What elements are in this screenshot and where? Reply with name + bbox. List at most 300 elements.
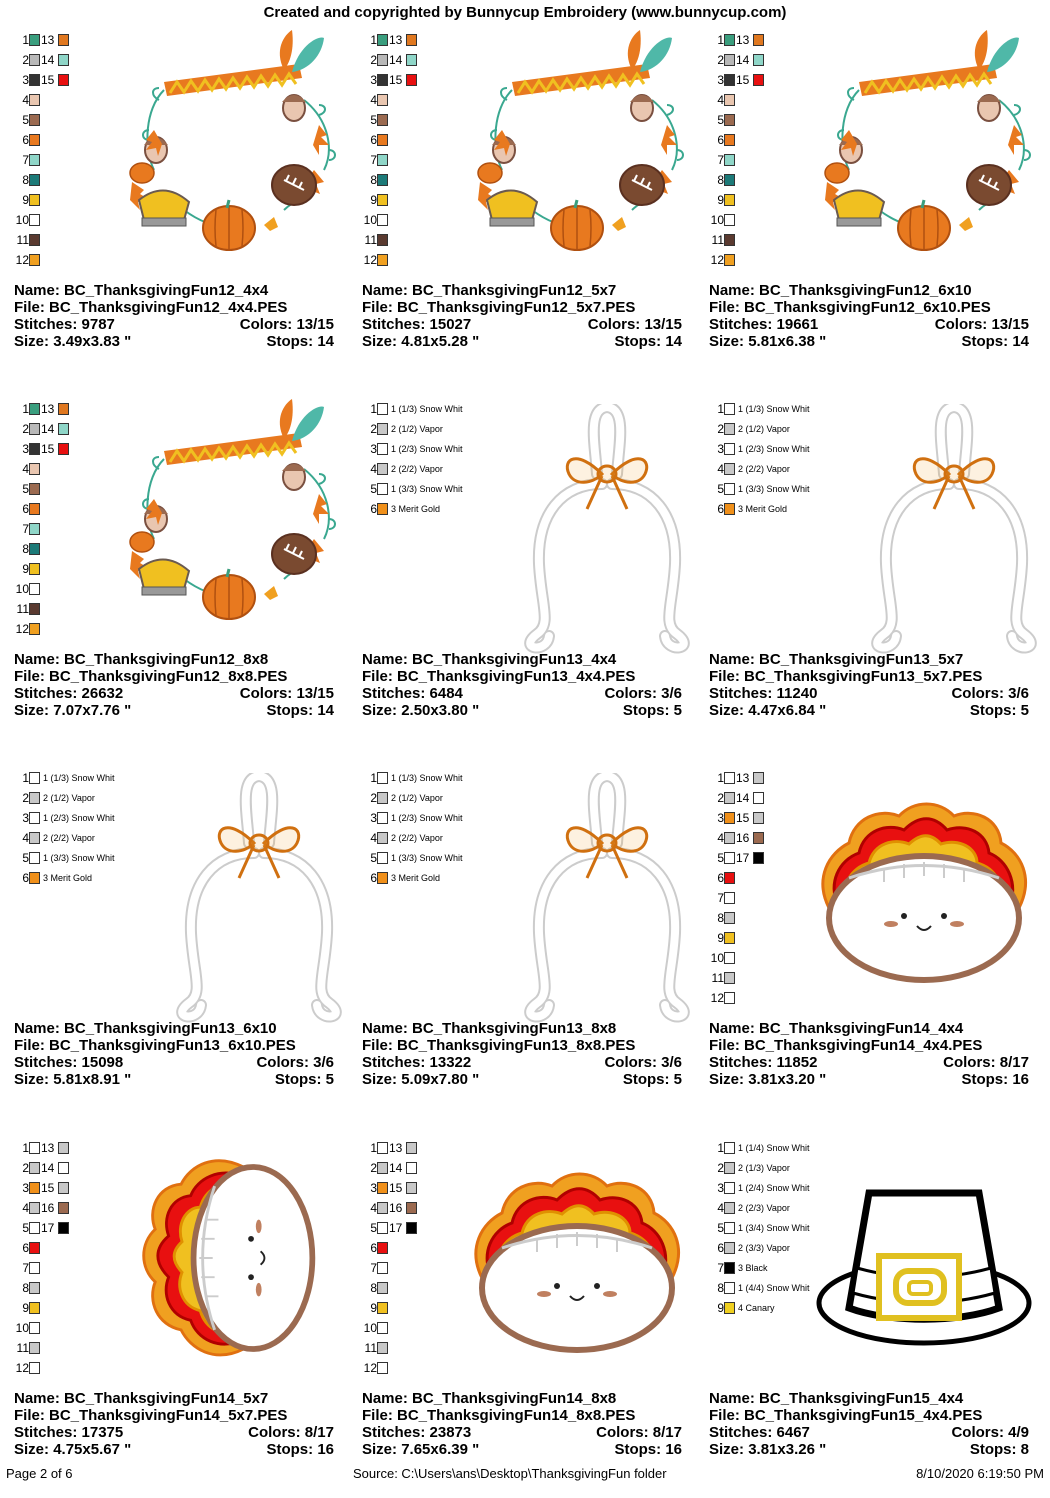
palette-row [709,908,764,928]
color-count: 13/15 [296,316,334,333]
color-swatch [29,523,40,535]
design-info [14,282,334,350]
stops-label: Stops: [266,333,314,350]
color-number: 11 [364,233,377,247]
palette-row [362,250,417,270]
design-preview [462,1168,692,1363]
color-number: 16 [41,1201,55,1215]
palette-row [709,30,764,50]
color-number: 2 [22,422,29,436]
stitches-label: Stitches: [709,316,773,333]
color-number: 1 [370,1141,377,1155]
color-number: 1 [717,33,724,47]
design-file: BC_ThanksgivingFun12_4x4.PES [49,299,288,316]
palette-row [14,130,69,150]
color-swatch [29,1202,40,1214]
stitches-label: Stitches: [14,685,78,702]
color-swatch [29,832,40,844]
color-palette [14,1138,69,1378]
color-number: 2 [370,422,377,436]
thread-name: 1 (3/3) Snow Whit [43,853,115,863]
color-number: 16 [389,1201,403,1215]
color-swatch [29,463,40,475]
color-number: 5 [717,1221,724,1235]
color-swatch [724,254,735,266]
stitches-line [362,1054,682,1071]
color-number: 3 [22,811,29,825]
palette-row [362,1298,417,1318]
color-swatch [724,812,735,824]
color-swatch [753,34,764,46]
thread-name: 3 Black [738,1263,768,1273]
color-palette [362,399,463,519]
color-swatch [724,1202,735,1214]
thread-name: 1 (1/3) Snow Whit [738,404,810,414]
color-number: 11 [16,1341,29,1355]
color-swatch [377,1182,388,1194]
design-cell [362,1138,692,1498]
file-label: File: [709,1037,740,1054]
design-name: BC_ThanksgivingFun13_8x8 [412,1020,617,1037]
color-number: 14 [41,53,55,67]
color-number: 14 [41,422,55,436]
color-number: 4 [717,831,724,845]
color-swatch [724,972,735,984]
thread-name: 1 (3/3) Snow Whit [391,853,463,863]
color-swatch [377,1142,388,1154]
color-number: 7 [370,1261,377,1275]
color-swatch [29,423,40,435]
palette-row [709,1138,810,1158]
palette-row [14,1278,69,1298]
color-swatch [377,772,388,784]
color-count: 8/17 [304,1424,334,1441]
color-swatch [29,403,40,415]
file-line [362,668,682,685]
design-preview [472,30,702,265]
stitches-line [709,1054,1029,1071]
color-number: 11 [711,233,724,247]
thread-name: 3 Merit Gold [43,873,93,883]
color-swatch [58,1142,69,1154]
palette-row [14,150,69,170]
palette-row [709,1278,810,1298]
color-swatch [724,1222,735,1234]
colors-label: Colors: [934,316,988,333]
palette-row [14,559,69,579]
file-label: File: [362,299,393,316]
color-number: 4 [22,831,29,845]
design-cell [14,399,344,759]
thread-name: 2 (1/3) Vapor [738,1163,790,1173]
thread-name: 1 (1/3) Snow Whit [391,773,463,783]
stitches-label: Stitches: [709,1054,773,1071]
palette-row [709,459,810,479]
color-number: 9 [717,931,724,945]
size-label: Size: [14,702,50,719]
thread-name: 3 Merit Gold [738,504,788,514]
color-number: 2 [22,1161,29,1175]
design-file: BC_ThanksgivingFun15_4x4.PES [744,1407,983,1424]
palette-row [709,788,764,808]
colors-label: Colors: [951,1424,1004,1441]
color-swatch [29,154,40,166]
color-count: 13/15 [991,316,1029,333]
name-line [362,1020,682,1037]
palette-row [709,479,810,499]
design-cell [709,768,1039,1128]
size-line [362,1441,682,1458]
palette-row [709,170,764,190]
name-label: Name: [709,1020,755,1037]
palette-row [14,190,69,210]
design-preview [124,399,354,634]
color-swatch [753,74,764,86]
color-number: 1 [22,402,29,416]
palette-row [14,30,69,50]
color-number: 11 [711,971,724,985]
color-number: 14 [736,791,750,805]
stitch-count: 11240 [776,685,818,702]
stitch-count: 9787 [81,316,115,333]
name-label: Name: [14,282,60,299]
color-number: 1 [717,771,724,785]
size-label: Size: [709,333,745,350]
file-line [14,299,334,316]
design-cell [14,768,344,1128]
color-number: 3 [717,442,724,456]
palette-row [362,1278,417,1298]
palette-row [362,1318,417,1338]
color-swatch [377,872,388,884]
color-swatch [724,952,735,964]
color-swatch [29,563,40,575]
thread-name: 1 (3/3) Snow Whit [391,484,463,494]
color-swatch [724,892,735,904]
color-swatch [29,872,40,884]
thread-name: 2 (2/2) Vapor [738,464,790,474]
color-number: 4 [717,93,724,107]
color-swatch [29,1182,40,1194]
color-swatch [724,154,735,166]
color-number: 1 [370,33,377,47]
design-preview [854,404,1050,669]
color-swatch [29,603,40,615]
design-cell [14,1138,344,1498]
stop-count: 16 [1012,1071,1029,1088]
palette-row [709,1258,810,1278]
color-number: 10 [15,213,29,227]
color-swatch [29,174,40,186]
color-number: 12 [710,253,724,267]
color-number: 6 [22,502,29,516]
size-line [362,333,682,350]
color-swatch [58,443,69,455]
colors-label: Colors: [951,685,1004,702]
colors-label: Colors: [943,1054,996,1071]
design-info [362,1020,682,1088]
color-number: 6 [22,871,29,885]
stitch-count: 17375 [81,1424,124,1441]
color-palette [709,1138,810,1318]
stops-label: Stops: [969,1441,1017,1458]
design-preview [819,30,1049,265]
palette-row [14,519,69,539]
size-label: Size: [14,333,50,350]
color-swatch [377,812,388,824]
stitches-label: Stitches: [362,316,426,333]
design-cell [709,30,1039,390]
stitch-count: 19661 [776,316,819,333]
file-line [362,1407,682,1424]
stitch-count: 6484 [429,685,463,702]
color-swatch [406,54,417,66]
stops-label: Stops: [266,702,314,719]
color-number: 11 [364,1341,377,1355]
size-line [362,702,682,719]
page-header: Created and copyrighted by Bunnycup Embroidery (www.bunnycup.com) [263,4,787,21]
colors-label: Colors: [604,1054,657,1071]
file-line [362,299,682,316]
design-size: 3.81x3.20 " [748,1071,827,1088]
palette-row [14,70,69,90]
design-file: BC_ThanksgivingFun12_8x8.PES [49,668,288,685]
palette-row [709,399,810,419]
design-file: BC_ThanksgivingFun14_4x4.PES [744,1037,983,1054]
palette-row [362,419,463,439]
color-number: 8 [370,173,377,187]
color-number: 4 [370,462,377,476]
color-swatch [753,852,764,864]
palette-row [709,948,764,968]
palette-row [14,1358,69,1378]
palette-row [362,70,417,90]
color-swatch [724,852,735,864]
name-line [14,1390,334,1407]
stop-count: 14 [1012,333,1029,350]
stitch-count: 13322 [429,1054,472,1071]
color-swatch [377,463,388,475]
color-swatch [377,234,388,246]
palette-row [362,170,417,190]
design-file: BC_ThanksgivingFun14_8x8.PES [397,1407,636,1424]
color-swatch [29,1362,40,1374]
palette-row [362,459,463,479]
design-size: 7.65x6.39 " [401,1441,480,1458]
color-number: 3 [370,73,377,87]
stitches-label: Stitches: [362,685,426,702]
color-number: 12 [363,253,377,267]
color-count: 8/17 [652,1424,682,1441]
design-size: 4.81x5.28 " [401,333,480,350]
file-label: File: [709,668,740,685]
thread-name: 3 Merit Gold [391,504,441,514]
color-palette [709,30,764,270]
name-label: Name: [709,1390,755,1407]
color-number: 13 [41,33,55,47]
color-number: 8 [717,1281,724,1295]
size-label: Size: [14,1071,50,1088]
color-swatch [724,463,735,475]
stop-count: 16 [665,1441,682,1458]
colors-label: Colors: [248,1424,301,1441]
color-number: 2 [717,791,724,805]
design-file: BC_ThanksgivingFun13_4x4.PES [397,668,636,685]
palette-row [14,1198,69,1218]
design-file: BC_ThanksgivingFun13_6x10.PES [49,1037,296,1054]
palette-row [362,399,463,419]
color-palette [14,399,69,639]
file-line [362,1037,682,1054]
color-swatch [29,443,40,455]
palette-row [709,1218,810,1238]
color-number: 3 [717,1181,724,1195]
color-swatch [58,403,69,415]
color-number: 5 [22,113,29,127]
design-preview [159,773,359,1038]
color-number: 15 [41,73,55,87]
design-file: BC_ThanksgivingFun14_5x7.PES [49,1407,288,1424]
palette-row [14,1178,69,1198]
palette-row [709,928,764,948]
stops-label: Stops: [266,1441,314,1458]
size-line [14,702,334,719]
design-name: BC_ThanksgivingFun14_5x7 [64,1390,269,1407]
color-number: 10 [363,1321,377,1335]
color-swatch [724,792,735,804]
color-swatch [58,54,69,66]
size-line [14,333,334,350]
color-swatch [724,34,735,46]
palette-row [14,579,69,599]
color-count: 4/9 [1008,1424,1029,1441]
colors-label: Colors: [604,685,657,702]
color-number: 15 [736,811,750,825]
palette-row [709,968,764,988]
color-swatch [753,54,764,66]
color-swatch [29,94,40,106]
name-line [709,1020,1029,1037]
color-swatch [377,423,388,435]
stop-count: 5 [325,1071,334,1088]
design-cell [362,768,692,1128]
color-swatch [29,1282,40,1294]
stitches-line [362,685,682,702]
color-palette [14,30,69,270]
stitch-count: 15027 [429,316,472,333]
palette-row [14,539,69,559]
colors-label: Colors: [239,685,293,702]
stop-count: 5 [673,1071,682,1088]
palette-row [14,110,69,130]
color-number: 5 [717,113,724,127]
color-swatch [724,194,735,206]
palette-row [362,110,417,130]
stops-label: Stops: [274,1071,322,1088]
stitch-count: 11852 [776,1054,818,1071]
color-swatch [377,1262,388,1274]
color-number: 13 [41,1141,55,1155]
design-file: BC_ThanksgivingFun12_6x10.PES [744,299,991,316]
palette-row [362,788,463,808]
file-label: File: [14,1407,45,1424]
palette-row [709,768,764,788]
color-number: 9 [717,1301,724,1315]
color-number: 8 [22,173,29,187]
palette-row [362,828,463,848]
color-swatch [29,1162,40,1174]
color-swatch [29,254,40,266]
color-number: 14 [736,53,750,67]
palette-row [709,1238,810,1258]
design-info [709,282,1029,350]
palette-row [362,30,417,50]
design-file: BC_ThanksgivingFun12_5x7.PES [397,299,636,316]
color-number: 10 [363,213,377,227]
color-number: 5 [370,482,377,496]
stitches-line [14,1424,334,1441]
color-swatch [29,1342,40,1354]
color-swatch [58,1162,69,1174]
color-swatch [29,1242,40,1254]
thread-name: 2 (1/2) Vapor [43,793,95,803]
design-cell [709,1138,1039,1498]
color-number: 3 [717,73,724,87]
color-number: 5 [370,1221,377,1235]
color-number: 11 [16,233,29,247]
design-file: BC_ThanksgivingFun13_5x7.PES [744,668,983,685]
size-label: Size: [14,1441,50,1458]
color-swatch [724,832,735,844]
color-swatch [377,1322,388,1334]
palette-row [362,808,463,828]
palette-row [362,50,417,70]
palette-row [709,250,764,270]
color-swatch [406,74,417,86]
color-number: 6 [22,133,29,147]
color-number: 11 [16,602,29,616]
palette-row [362,150,417,170]
palette-row [709,499,810,519]
color-count: 13/15 [296,685,334,702]
palette-row [14,1138,69,1158]
name-line [709,282,1029,299]
color-number: 2 [22,791,29,805]
color-swatch [724,403,735,415]
design-file: BC_ThanksgivingFun13_8x8.PES [397,1037,636,1054]
palette-row [709,130,764,150]
color-swatch [406,1202,417,1214]
color-swatch [29,1322,40,1334]
stops-label: Stops: [622,702,670,719]
color-number: 10 [710,213,724,227]
color-swatch [29,134,40,146]
color-number: 4 [370,93,377,107]
name-label: Name: [709,282,755,299]
thread-name: 1 (2/3) Snow Whit [391,444,463,454]
color-swatch [377,1242,388,1254]
design-name: BC_ThanksgivingFun12_4x4 [64,282,269,299]
color-swatch [29,74,40,86]
design-size: 5.81x8.91 " [53,1071,132,1088]
color-number: 12 [15,622,29,636]
stitches-label: Stitches: [709,1424,773,1441]
color-swatch [29,852,40,864]
color-swatch [29,114,40,126]
color-number: 3 [22,442,29,456]
color-number: 4 [370,831,377,845]
color-number: 2 [370,791,377,805]
